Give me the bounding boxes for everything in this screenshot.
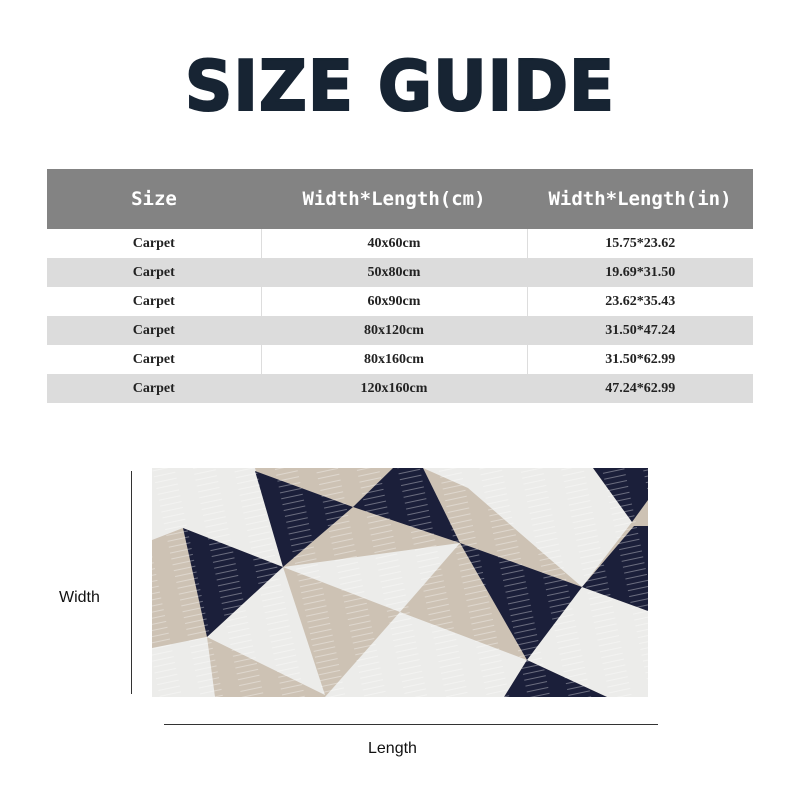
table-row — [47, 374, 753, 403]
carpet-pattern-image — [152, 468, 648, 697]
table-row — [47, 229, 753, 258]
cell-size: Carpet — [47, 345, 261, 374]
table-row — [47, 258, 753, 287]
cell-size: Carpet — [47, 229, 261, 258]
header-size: Size — [47, 169, 261, 229]
cell-in: 31.50*62.99 — [527, 345, 753, 374]
header-cm: Width*Length(cm) — [261, 169, 527, 229]
length-label: Length — [368, 740, 417, 757]
header-in: Width*Length(in) — [527, 169, 753, 229]
cell-in: 19.69*31.50 — [527, 258, 753, 287]
table-row — [47, 345, 753, 374]
cell-cm: 80x160cm — [261, 345, 527, 374]
width-dimension-line — [131, 471, 132, 694]
cell-size: Carpet — [47, 258, 261, 287]
cell-size: Carpet — [47, 374, 261, 403]
texture-overlay — [152, 468, 648, 697]
cell-cm: 80x120cm — [261, 316, 527, 345]
length-dimension-line — [164, 724, 658, 725]
cell-in: 31.50*47.24 — [527, 316, 753, 345]
page-title: SIZE GUIDE — [184, 46, 616, 127]
size-table — [47, 169, 753, 403]
width-label: Width — [59, 589, 100, 606]
cell-cm: 40x60cm — [261, 229, 527, 258]
table-row — [47, 287, 753, 316]
cell-in: 23.62*35.43 — [527, 287, 753, 316]
cell-size: Carpet — [47, 287, 261, 316]
cell-in: 15.75*23.62 — [527, 229, 753, 258]
cell-cm: 60x90cm — [261, 287, 527, 316]
cell-size: Carpet — [47, 316, 261, 345]
table-row — [47, 316, 753, 345]
cell-cm: 50x80cm — [261, 258, 527, 287]
table-header-row — [47, 169, 753, 229]
cell-cm: 120x160cm — [261, 374, 527, 403]
cell-in: 47.24*62.99 — [527, 374, 753, 403]
